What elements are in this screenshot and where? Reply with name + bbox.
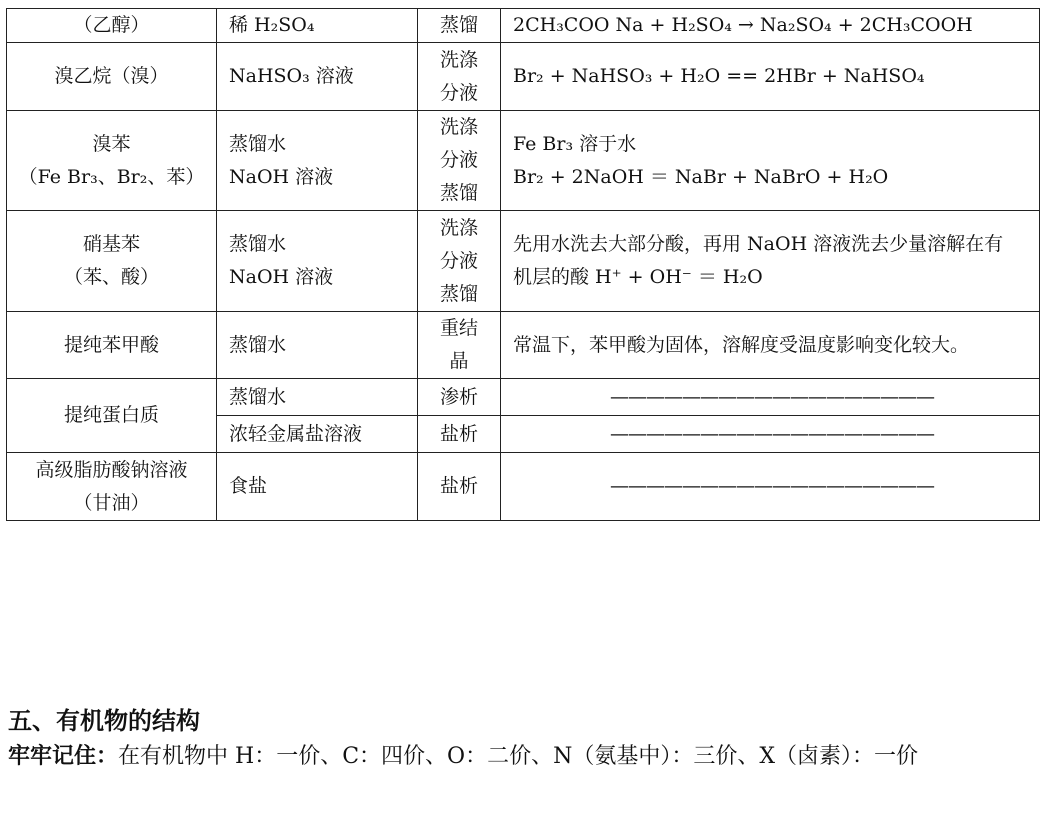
method-line: 分液 bbox=[439, 149, 478, 171]
substance-line: 硝基苯 bbox=[82, 233, 140, 255]
substance-line: 高级脂肪酸钠溶液 bbox=[35, 458, 188, 481]
reagent-cell: 蒸馏水 bbox=[217, 312, 418, 379]
method-cell: 盐析 bbox=[418, 416, 501, 453]
note-cell bbox=[501, 211, 1040, 312]
table-row bbox=[7, 9, 1040, 43]
section-paragraph bbox=[8, 739, 998, 775]
substance-cell: 提纯苯甲酸 bbox=[7, 312, 217, 379]
method-line: 洗涤 bbox=[439, 48, 478, 71]
method-line: 洗涤 bbox=[439, 216, 478, 239]
method-cell: 渗析 bbox=[418, 379, 501, 416]
reagent-cell: 稀 H₂SO₄ bbox=[217, 9, 418, 43]
method-line: 重结 bbox=[439, 317, 478, 339]
note-cell: 常温下，苯甲酸为固体，溶解度受温度影响变化较大。 bbox=[501, 312, 1040, 379]
substance-cell bbox=[7, 211, 217, 312]
reagent-line: 蒸馏水 bbox=[229, 233, 287, 255]
table-row bbox=[7, 312, 1040, 379]
lead-text: 牢牢记住： bbox=[8, 744, 119, 769]
note-cell bbox=[501, 111, 1040, 211]
method-cell bbox=[418, 43, 501, 111]
substance-cell bbox=[7, 453, 217, 521]
reagent-cell bbox=[217, 211, 418, 312]
body-text: 在有机物中 H：一价、C：四价、O：二价、N（氨基中）：三价、X（卤素）：一价 bbox=[118, 744, 918, 769]
method-line: 分液 bbox=[439, 81, 478, 104]
method-cell bbox=[418, 111, 501, 211]
substance-line: （Fe Br₃、Br₂、苯） bbox=[18, 165, 205, 188]
section-heading: 五、有机物的结构 bbox=[8, 707, 200, 735]
separation-table bbox=[6, 8, 1040, 521]
note-cell: —————————————————— bbox=[501, 416, 1040, 453]
substance-line: 溴苯 bbox=[92, 132, 131, 155]
note-cell: Br₂ + NaHSO₃ + H₂O == 2HBr + NaHSO₄ bbox=[501, 43, 1040, 111]
table-row bbox=[7, 211, 1040, 312]
table-row bbox=[7, 379, 1040, 416]
method-cell: 盐析 bbox=[418, 453, 501, 521]
method-line: 蒸馏 bbox=[439, 282, 478, 305]
substance-cell: 提纯蛋白质 bbox=[7, 379, 217, 453]
method-line: 晶 bbox=[449, 350, 469, 372]
reagent-line: 蒸馏水 bbox=[229, 132, 287, 155]
note-line: 机层的酸 H⁺ + OH⁻ ＝ H₂O bbox=[513, 266, 763, 288]
reagent-cell: 蒸馏水 bbox=[217, 379, 418, 416]
note-cell: 2CH₃COO Na + H₂SO₄ → Na₂SO₄ + 2CH₃COOH bbox=[501, 9, 1040, 43]
note-line: Fe Br₃ 溶于水 bbox=[513, 132, 637, 155]
note-line: Br₂ + 2NaOH ＝ NaBr + NaBrO + H₂O bbox=[513, 165, 889, 188]
note-cell: —————————————————— bbox=[501, 379, 1040, 416]
reagent-line: NaOH 溶液 bbox=[229, 266, 334, 288]
table-row bbox=[7, 43, 1040, 111]
note-cell: —————————————————— bbox=[501, 453, 1040, 521]
substance-cell: （乙醇） bbox=[7, 9, 217, 43]
method-cell bbox=[418, 211, 501, 312]
method-cell: 蒸馏 bbox=[418, 9, 501, 43]
note-line: 先用水洗去大部分酸，再用 NaOH 溶液洗去少量溶解在有 bbox=[513, 233, 1004, 255]
reagent-cell: 食盐 bbox=[217, 453, 418, 521]
reagent-line: NaOH 溶液 bbox=[229, 165, 334, 188]
reagent-cell bbox=[217, 111, 418, 211]
substance-cell: 溴乙烷（溴） bbox=[7, 43, 217, 111]
method-line: 洗涤 bbox=[439, 116, 478, 138]
reagent-cell: NaHSO₃ 溶液 bbox=[217, 43, 418, 111]
substance-line: （苯、酸） bbox=[63, 266, 159, 288]
substance-cell bbox=[7, 111, 217, 211]
method-line: 蒸馏 bbox=[439, 182, 478, 204]
table-row bbox=[7, 453, 1040, 521]
table-row bbox=[7, 111, 1040, 211]
substance-line: （甘油） bbox=[73, 491, 150, 514]
reagent-cell: 浓轻金属盐溶液 bbox=[217, 416, 418, 453]
method-line: 分液 bbox=[439, 249, 478, 272]
method-cell bbox=[418, 312, 501, 379]
